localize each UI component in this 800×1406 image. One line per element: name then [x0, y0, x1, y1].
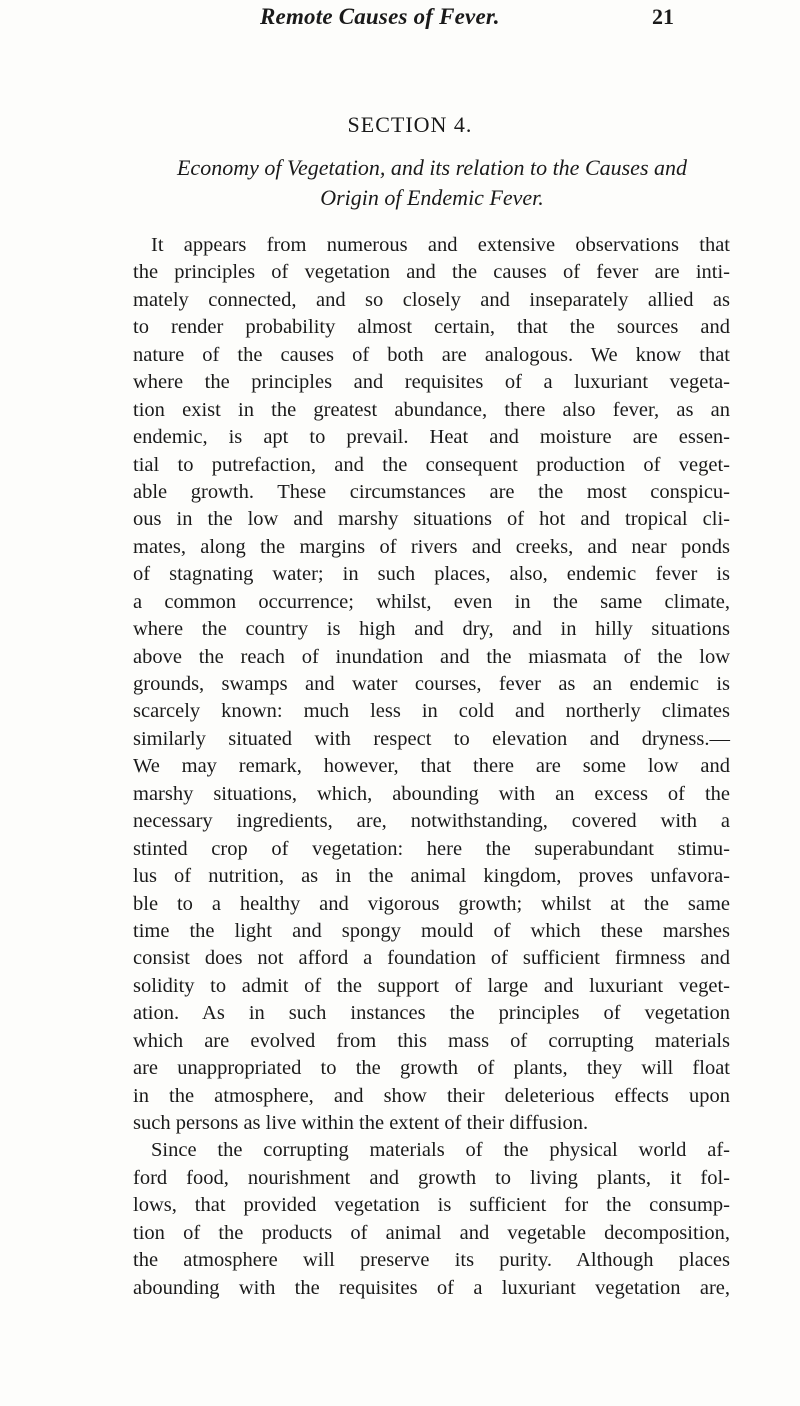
text-line: the principles of vegetation and the causes of fever are inti- — [133, 261, 730, 284]
text-line: We may remark, however, that there are some low and — [133, 755, 730, 778]
section-heading: SECTION 4. — [347, 112, 473, 137]
page-number: 21 — [652, 4, 674, 29]
text-line: nature of the causes of both are analogous. We know that — [133, 343, 730, 366]
text-line: mately connected, and so closely and inseparately allied as — [133, 288, 730, 311]
text-line: stinted crop of vegetation: here the superabundant stimu- — [133, 837, 730, 860]
text-line: ous in the low and marshy situations of hot and tropical cli- — [133, 508, 730, 531]
text-line: ation. As in such instances the principles of vegetation — [133, 1002, 730, 1025]
text-line: such persons as live within the extent of their diffusion. — [133, 1112, 589, 1134]
text-line: tial to putrefaction, and the consequent production of veget- — [133, 453, 730, 476]
text-line: marshy situations, which, abounding with an excess of the — [133, 782, 730, 805]
text-line: in the atmosphere, and show their deleterious effects upon — [133, 1084, 730, 1107]
section-title-line: Origin of Endemic Fever. — [320, 185, 544, 210]
text-line: solidity to admit of the support of large and luxuriant veget- — [133, 974, 730, 997]
text-line: where the principles and requisites of a luxuriant vegeta- — [133, 371, 730, 394]
text-line: necessary ingredients, are, notwithstanding, covered with a — [133, 810, 730, 833]
text-line: abounding with the requisites of a luxuriant vegetation are, — [133, 1276, 730, 1299]
text-line: of stagnating water; in such places, also, endemic fever is — [133, 563, 730, 586]
section-title-line: Economy of Vegetation, and its relation to the Causes and — [176, 155, 688, 180]
text-line: able growth. These circumstances are the most conspicu- — [133, 480, 730, 503]
text-line: It appears from numerous and extensive observations that — [151, 234, 730, 256]
text-line: above the reach of inundation and the miasmata of the low — [133, 645, 730, 668]
text-line: consist does not afford a foundation of sufficient firmness and — [133, 947, 730, 970]
text-line: scarcely known: much less in cold and northerly climates — [133, 700, 730, 723]
running-head: Remote Causes of Fever. — [260, 4, 500, 29]
text-line: lows, that provided vegetation is sufficient for the consump- — [133, 1194, 730, 1217]
body-text — [133, 232, 730, 1302]
text-line: a common occurrence; whilst, even in the same climate, — [133, 590, 730, 613]
section-title — [132, 153, 732, 213]
text-line: are unappropriated to the growth of plants, they will float — [133, 1057, 730, 1080]
text-line: tion of the products of animal and vegetable decomposition, — [133, 1221, 730, 1244]
text-line: tion exist in the greatest abundance, there also fever, as an — [133, 398, 730, 421]
text-line: which are evolved from this mass of corrupting materials — [133, 1029, 730, 1052]
text-line: to render probability almost certain, that the sources and — [133, 316, 730, 339]
text-line: similarly situated with respect to elevation and dryness.— — [133, 727, 730, 750]
text-line: ford food, nourishment and growth to living plants, it fol- — [133, 1166, 730, 1189]
text-line: time the light and spongy mould of which these marshes — [133, 919, 730, 942]
text-line: grounds, swamps and water courses, fever as an endemic is — [133, 673, 730, 695]
text-line: the atmosphere will preserve its purity. Although places — [133, 1249, 730, 1272]
text-line: where the country is high and dry, and in hilly situations — [133, 618, 730, 641]
text-line: Since the corrupting materials of the physical world af- — [151, 1139, 730, 1162]
text-line: mates, along the margins of rivers and creeks, and near ponds — [133, 535, 730, 558]
text-line: endemic, is apt to prevail. Heat and moisture are essen- — [133, 426, 730, 449]
text-line: ble to a healthy and vigorous growth; whilst at the same — [133, 892, 730, 915]
text-line: lus of nutrition, as in the animal kingdom, proves unfavora- — [133, 865, 730, 888]
